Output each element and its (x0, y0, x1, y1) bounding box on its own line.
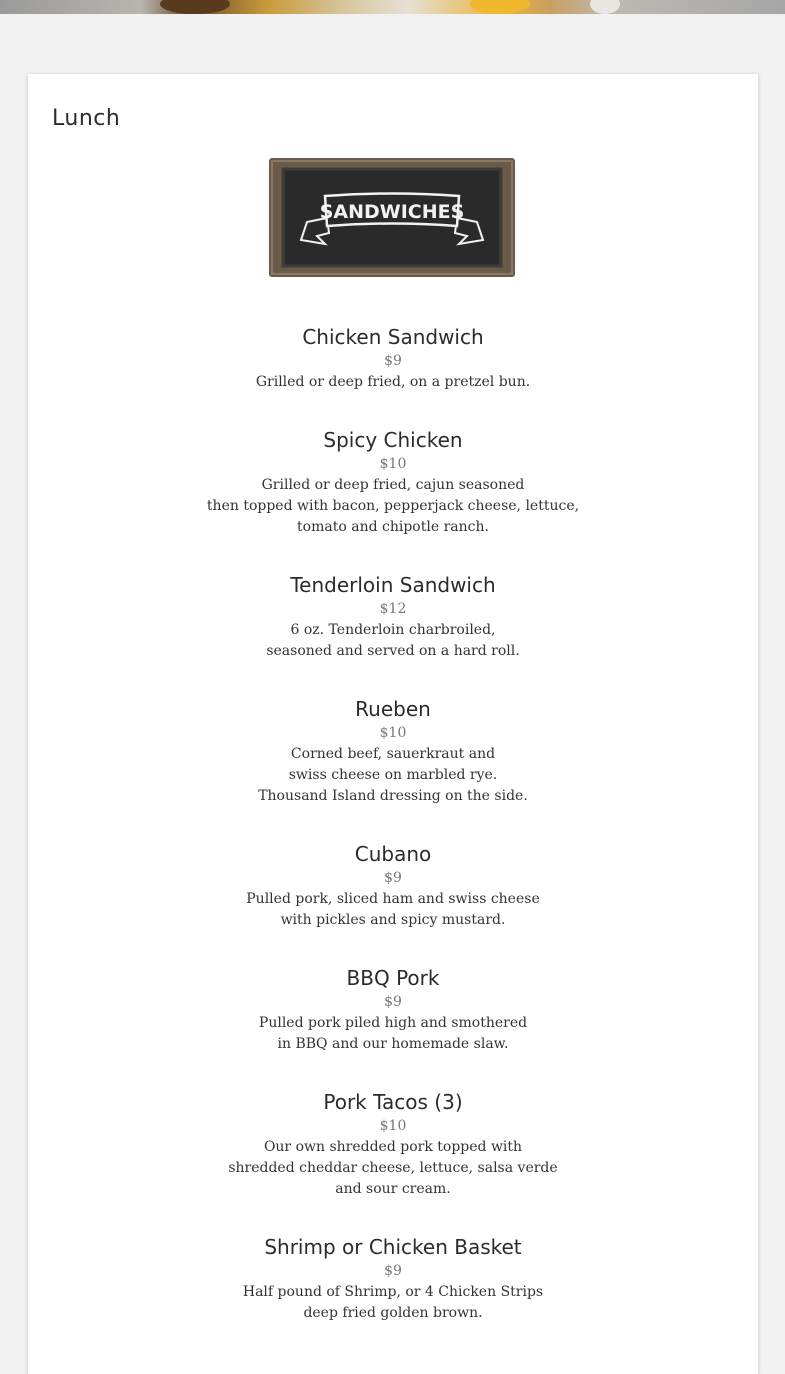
menu-item-description-line: with pickles and spicy mustard. (280, 912, 506, 928)
menu-item-price: $10 (379, 456, 407, 472)
menu-item-price: $12 (379, 601, 407, 617)
menu-item-price: $9 (384, 870, 402, 886)
menu-item-description (28, 475, 758, 538)
sandwiches-sign-image (269, 158, 515, 277)
menu-item (28, 696, 758, 807)
menu-item-description-line: Pulled pork, sliced ham and swiss cheese (246, 891, 540, 907)
menu-item-price: $9 (384, 1263, 402, 1279)
menu-card (28, 74, 758, 1374)
hero-image-detail (470, 0, 530, 14)
menu-item-name: Chicken Sandwich (302, 325, 484, 349)
menu-item-description-line: Our own shredded pork topped with (263, 1139, 523, 1155)
menu-item-name: Pork Tacos (3) (323, 1090, 463, 1114)
menu-item (28, 1089, 758, 1200)
menu-item-price: $10 (379, 725, 407, 741)
menu-item-description-line: seasoned and served on a hard roll. (266, 643, 520, 659)
menu-item-description-line: swiss cheese on marbled rye. (288, 767, 498, 783)
menu-item-description (28, 1282, 758, 1324)
menu-item-price: $9 (384, 353, 402, 369)
hero-image-detail (590, 0, 620, 14)
menu-item-description (28, 620, 758, 662)
menu-item (28, 1234, 758, 1324)
menu-item-price: $10 (379, 1118, 407, 1134)
menu-item-description-line: 6 oz. Tenderloin charbroiled, (290, 622, 496, 638)
menu-item-description (28, 1013, 758, 1055)
menu-item-description-line: Pulled pork piled high and smothered (258, 1015, 528, 1031)
menu-item-description-line: and sour cream. (335, 1181, 451, 1197)
menu-item-description-line: Grilled or deep fried, on a pretzel bun. (255, 374, 531, 390)
menu-item-description-line: Grilled or deep fried, cajun seasoned (261, 477, 525, 493)
menu-item-name: Cubano (354, 842, 432, 866)
menu-item-description-line: Half pound of Shrimp, or 4 Chicken Strips (242, 1284, 544, 1300)
menu-list (28, 324, 758, 1358)
menu-item-description-line: shredded cheddar cheese, lettuce, salsa verde (228, 1160, 558, 1176)
hero-image-detail (160, 0, 230, 14)
menu-item-description-line: deep fried golden brown. (303, 1305, 483, 1321)
menu-item-description-line: Corned beef, sauerkraut and (290, 746, 496, 762)
menu-item-description (28, 372, 758, 393)
menu-item-description (28, 744, 758, 807)
hero-image (0, 0, 785, 14)
sign-text: SANDWICHES (319, 201, 465, 223)
section-title: Lunch (52, 106, 121, 131)
menu-item-name: Rueben (355, 697, 431, 721)
menu-item-name: Shrimp or Chicken Basket (264, 1235, 522, 1259)
menu-item-name: Tenderloin Sandwich (290, 573, 496, 597)
menu-item-price: $9 (384, 994, 402, 1010)
menu-item-description-line: then topped with bacon, pepperjack cheese, lettuce, (206, 498, 580, 514)
menu-item-description (28, 1137, 758, 1200)
menu-item-name: Spicy Chicken (323, 428, 463, 452)
menu-item (28, 841, 758, 931)
menu-item (28, 427, 758, 538)
menu-item-description-line: in BBQ and our homemade slaw. (277, 1036, 509, 1052)
menu-item (28, 965, 758, 1055)
menu-item-description (28, 889, 758, 931)
menu-item (28, 572, 758, 662)
menu-item-description-line: Thousand Island dressing on the side. (258, 788, 528, 804)
menu-item-description-line: tomato and chipotle ranch. (297, 519, 489, 535)
menu-item-name: BBQ Pork (346, 966, 440, 990)
menu-item (28, 324, 758, 393)
